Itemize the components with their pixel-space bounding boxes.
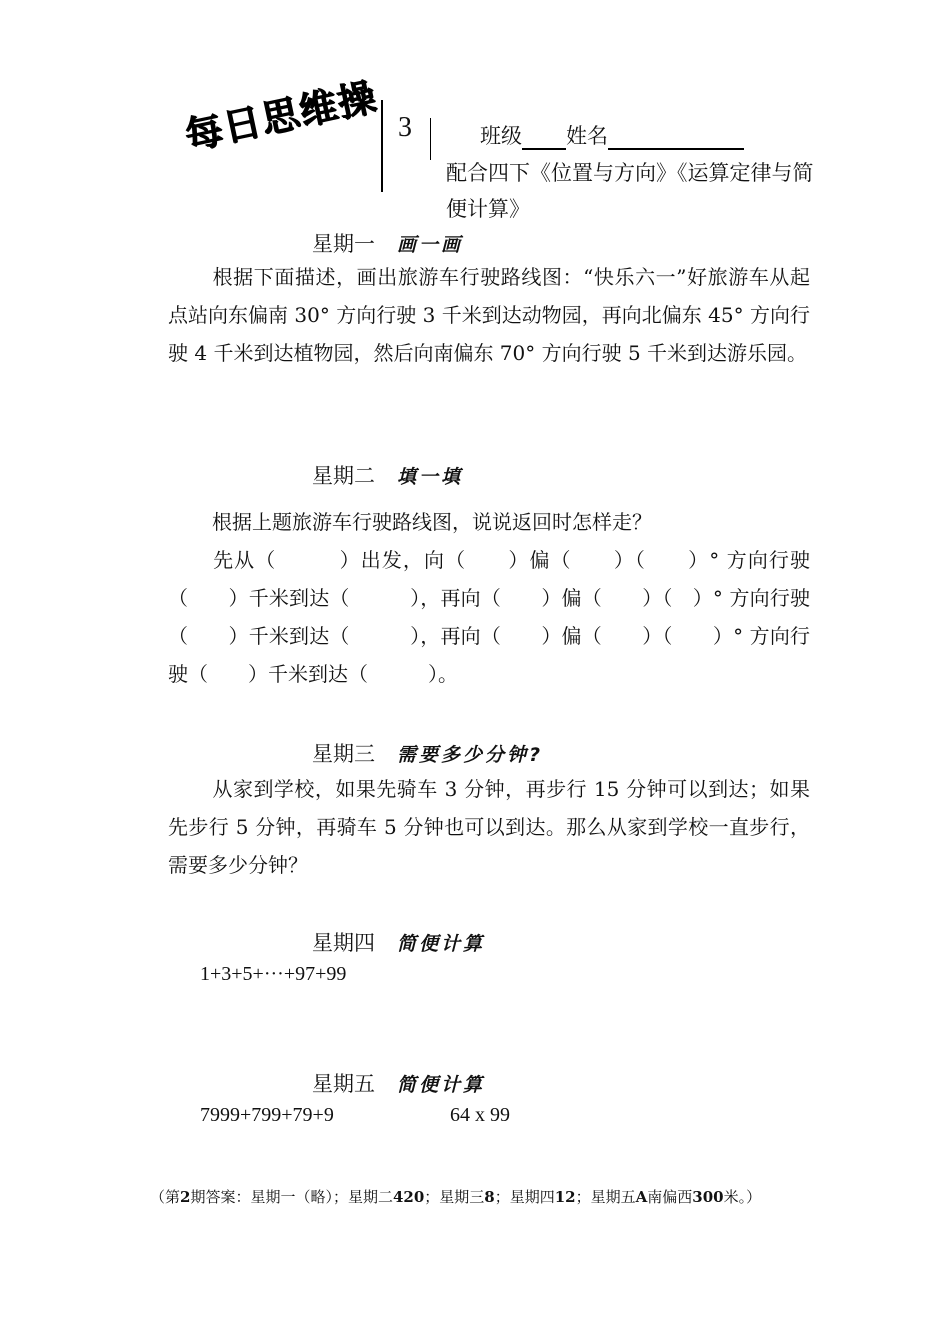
day-tag: 需要多少分钟? [397, 744, 544, 766]
thursday-heading [312, 927, 485, 957]
class-field[interactable] [522, 124, 566, 150]
student-info [480, 120, 744, 150]
wednesday-text: 从家到学校，如果先骑车 3 分钟，再步行 15 分钟可以到达；如果先步行 5 分钟，再骑车 5 分钟也可以到达。那么从家到学校一直步行，需要多少分钟？ [168, 777, 810, 877]
logo: 每日思维操 [180, 74, 381, 159]
tuesday-fill-text: 先从（ ）出发，向（ ）偏（ ）（ ）° 方向行驶（ ）千米到达（ ），再向（ ）偏（ ）（ ）° 方向行驶（ ）千米到达（ ），再向（ ）偏（ ）（ ）° 方向行驶（ ）千米到达（ ）。 [168, 548, 810, 686]
divider-line [381, 100, 383, 192]
thursday-expression: 1+3+5+···+97+99 [200, 963, 347, 985]
friday-heading [312, 1068, 485, 1098]
previous-answers: （第2期答案：星期一（略）；星期二420；星期三8；星期四12；星期五A南偏西300米。） [150, 1188, 762, 1206]
name-label: 姓名 [566, 124, 608, 148]
friday-expression-2: 64 x 99 [450, 1104, 510, 1126]
class-label: 班级 [480, 124, 522, 148]
day-label: 星期一 [312, 232, 375, 256]
day-label: 星期三 [312, 742, 375, 766]
day-tag: 简便计算 [397, 1074, 486, 1096]
day-tag: 填一填 [397, 466, 464, 488]
monday-heading [312, 228, 463, 258]
wednesday-heading [312, 738, 543, 768]
issue-number: 3 [398, 112, 412, 143]
day-label: 星期二 [312, 464, 375, 488]
day-tag: 简便计算 [397, 933, 486, 955]
topic: 配合四下《位置与方向》《运算定律与简便计算》 [446, 161, 814, 221]
day-label: 星期五 [312, 1072, 375, 1096]
divider-line-short [430, 118, 431, 160]
tuesday-question: 根据上题旅游车行驶路线图，说说返回时怎样走？ [212, 510, 652, 534]
name-field[interactable] [608, 124, 744, 150]
monday-text: 根据下面描述，画出旅游车行驶路线图：“快乐六一”好旅游车从起点站向东偏南 30° 方向行驶 3 千米到达动物园，再向北偏东 45° 方向行驶 4 千米到达植物园，然后向南偏东 70° 方向行驶 5 千米到达游乐园。 [168, 265, 810, 365]
tuesday-heading [312, 460, 463, 490]
day-label: 星期四 [312, 931, 375, 955]
day-tag: 画一画 [397, 234, 464, 256]
friday-expression-1: 7999+799+79+9 [200, 1104, 334, 1126]
